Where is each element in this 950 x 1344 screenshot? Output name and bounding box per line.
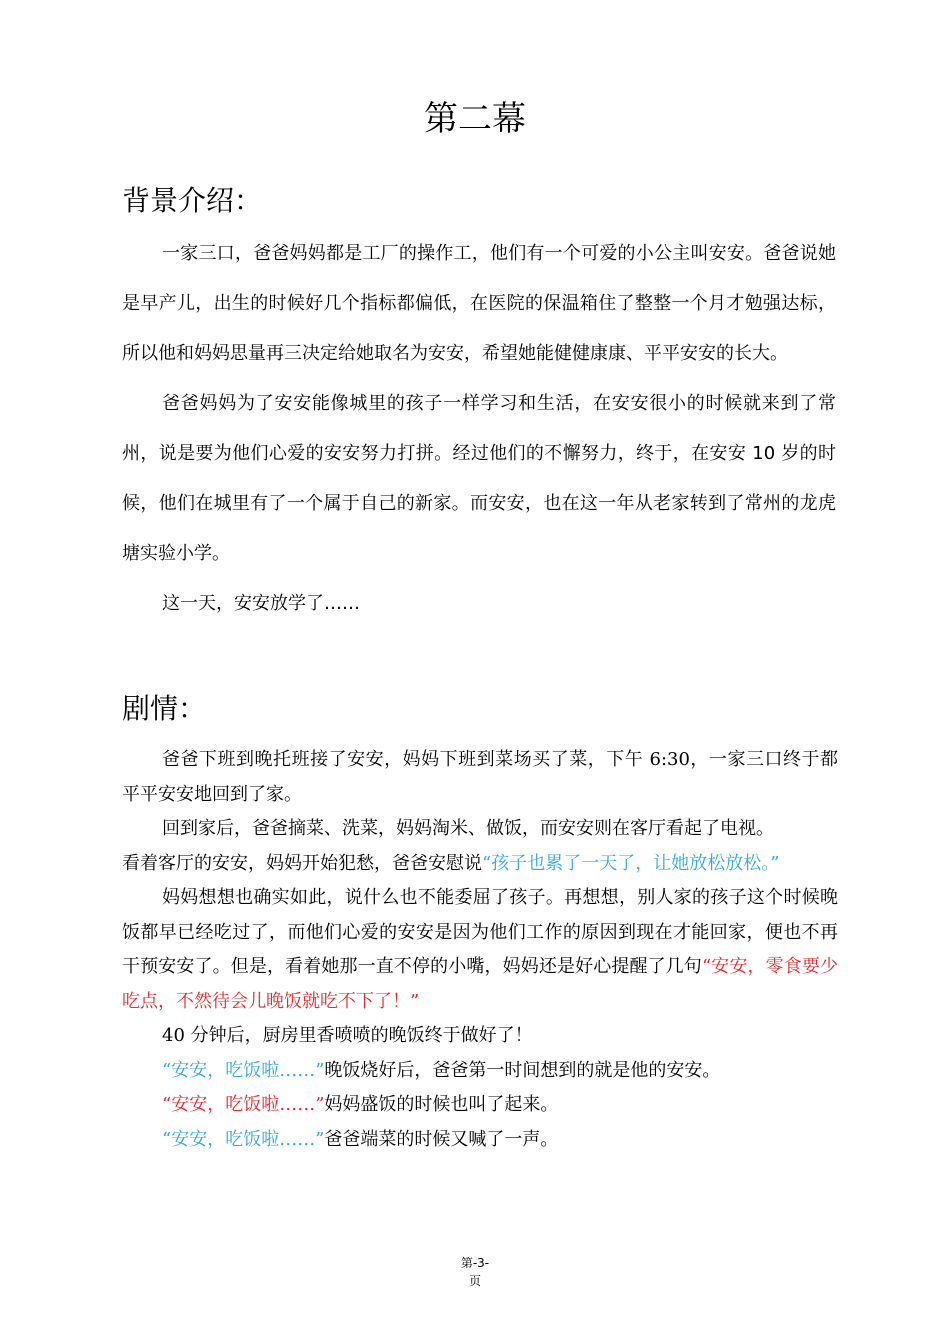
dialogue-line-1 <box>122 1054 838 1089</box>
plot-paragraph-3 <box>122 847 838 882</box>
dialogue-line-3-text: 爸爸端菜的时候又喊了一声。 <box>324 1128 559 1150</box>
background-paragraph-1: 一家三口，爸爸妈妈都是工厂的操作工，他们有一个可爱的小公主叫安安。爸爸说她是早产儿，出生的时候好几个指标都偏低，在医院的保温箱住了整整一个月才勉强达标，所以他和妈妈思量再三决定给她取名为安安，希望她能健健康康、平平安安的长大。 <box>122 243 836 364</box>
page-number <box>0 1254 950 1290</box>
dialogue-line-3 <box>122 1123 838 1158</box>
plot-paragraph-1: 爸爸下班到晚托班接了安安，妈妈下班到菜场买了菜，下午 6:30，一家三口终于都平平安安地回到了家。 <box>122 749 838 805</box>
mom-quote: “安安，零食要少吃点，不然待会儿晚饭就吃不下了！” <box>122 956 839 1012</box>
background-heading: 背景介绍： <box>122 184 263 217</box>
plot-paragraph-5: 40 分钟后，厨房里香喷喷的晚饭终于做好了！ <box>162 1025 533 1046</box>
dialogue-line-2-text: 妈妈盛饭的时候也叫了起来。 <box>324 1094 559 1115</box>
page-title: 第二幕 <box>424 99 526 139</box>
dad-call-quote-2: “安安，吃饭啦……” <box>162 1128 325 1150</box>
plot-paragraph-4 <box>122 881 838 1019</box>
dad-call-quote: “安安，吃饭啦……” <box>162 1059 325 1081</box>
plot-paragraph-3-text: 看着客厅的安安，妈妈开始犯愁，爸爸安慰说 <box>122 852 482 874</box>
plot-heading: 剧情： <box>122 692 207 725</box>
background-paragraph-2: 爸爸妈妈为了安安能像城里的孩子一样学习和生活，在安安很小的时候就来到了常州，说是要为他们心爱的安安努力打拼。经过他们的不懈努力，终于，在安安 10 岁的时候，他们在城里有了一个属于自己的新家。而安安，也在这一年从老家转到了常州的龙虎塘实验小学。 <box>122 393 836 564</box>
background-paragraph-3: 这一天，安安放学了…… <box>162 593 360 614</box>
dad-quote: “孩子也累了一天了，让她放松放松。” <box>482 852 780 874</box>
plot-paragraph-4-text: 妈妈想想也确实如此，说什么也不能委屈了孩子。再想想，别人家的孩子这个时候晚饭都早已经吃过了，而他们心爱的安安是因为他们工作的原因到现在才能回家，便也不再干预安安了。但是，看着她那一直不停的小嘴，妈妈还是好心提醒了几句 <box>122 887 838 977</box>
dialogue-line-1-text: 晚饭烧好后，爸爸第一时间想到的就是他的安安。 <box>324 1059 721 1081</box>
background-section <box>122 229 836 629</box>
page-number-line-2: 页 <box>468 1274 481 1288</box>
dialogue-line-2 <box>122 1088 838 1123</box>
plot-paragraph-2: 回到家后，爸爸摘菜、洗菜，妈妈淘米、做饭，而安安则在客厅看起了电视。 <box>162 818 774 839</box>
plot-section <box>122 743 838 1157</box>
page-number-line-1: 第-3- <box>460 1256 490 1270</box>
mom-call-quote: “安安，吃饭啦……” <box>162 1094 325 1115</box>
